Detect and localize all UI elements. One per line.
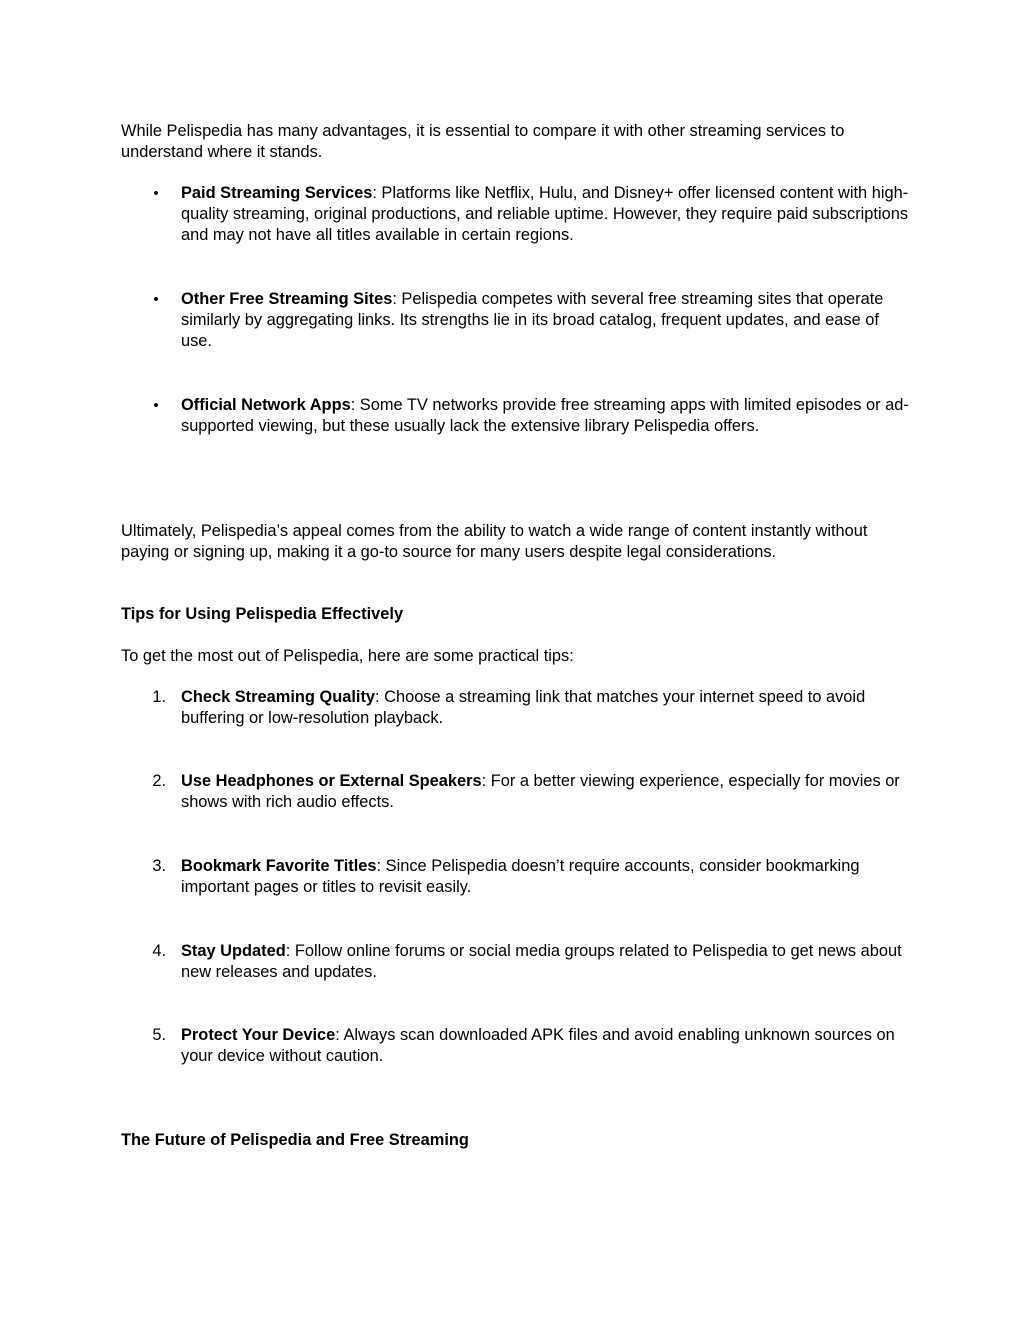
tip-protect-device [181, 1025, 911, 1067]
tip-text: : Follow online forums or social media groups related to Pelispedia to get news about new releases and updates. [181, 942, 902, 981]
list-item-title: Paid Streaming Services [181, 184, 373, 202]
list-number: 3. [152, 857, 166, 875]
intro-paragraph: While Pelispedia has many advantages, it is essential to compare it with other streaming services to understand where it stands. [121, 122, 845, 161]
tip-text: : For a better viewing experience, especially for movies or shows with rich audio effects. [181, 772, 900, 811]
list-item-title: Official Network Apps [181, 396, 351, 414]
list-item-network-apps [181, 395, 911, 437]
tip-stay-updated [181, 941, 911, 983]
tip-bookmark [181, 856, 911, 898]
tip-text: : Since Pelispedia doesn’t require accounts, consider bookmarking important pages or titles to revisit easily. [181, 857, 860, 896]
tip-headphones [181, 771, 911, 813]
list-item-text: : Platforms like Netflix, Hulu, and Disney+ offer licensed content with high-quality streaming, original productions, and reliable uptime. However, they require paid subscriptions and may not have all titles available in certain regions. [181, 184, 909, 244]
list-item-title: Other Free Streaming Sites [181, 290, 393, 308]
tip-title: Protect Your Device [181, 1026, 336, 1044]
conclusion-paragraph: Ultimately, Pelispedia’s appeal comes from the ability to watch a wide range of content instantly without paying or signing up, making it a go-to source for many users despite legal considerations. [121, 522, 868, 561]
tip-title: Use Headphones or External Speakers [181, 772, 482, 790]
tip-title: Stay Updated [181, 942, 286, 960]
tips-intro-paragraph: To get the most out of Pelispedia, here are some practical tips: [121, 647, 574, 665]
list-number: 1. [152, 688, 166, 706]
list-number: 4. [152, 942, 166, 960]
future-heading: The Future of Pelispedia and Free Streaming [121, 1131, 469, 1149]
tip-title: Bookmark Favorite Titles [181, 857, 377, 875]
bullet-marker: • [153, 185, 159, 202]
bullet-marker: • [153, 397, 159, 414]
list-item-free-sites [181, 289, 911, 352]
tip-check-quality [181, 687, 911, 729]
list-number: 5. [152, 1026, 166, 1044]
tips-heading: Tips for Using Pelispedia Effectively [121, 605, 404, 623]
tip-title: Check Streaming Quality [181, 688, 376, 706]
list-item-paid-streaming [181, 183, 911, 246]
list-item-text: : Pelispedia competes with several free streaming sites that operate similarly by aggregating links. Its strengths lie in its broad catalog, frequent updates, and ease of use. [181, 290, 884, 350]
tip-text: : Choose a streaming link that matches your internet speed to avoid buffering or low-resolution playback. [181, 688, 866, 727]
list-number: 2. [152, 772, 166, 790]
list-item-text: : Some TV networks provide free streaming apps with limited episodes or ad-supported viewing, but these usually lack the extensive library Pelispedia offers. [181, 396, 909, 435]
tip-text: : Always scan downloaded APK files and avoid enabling unknown sources on your device without caution. [181, 1026, 895, 1065]
bullet-marker: • [153, 291, 159, 308]
